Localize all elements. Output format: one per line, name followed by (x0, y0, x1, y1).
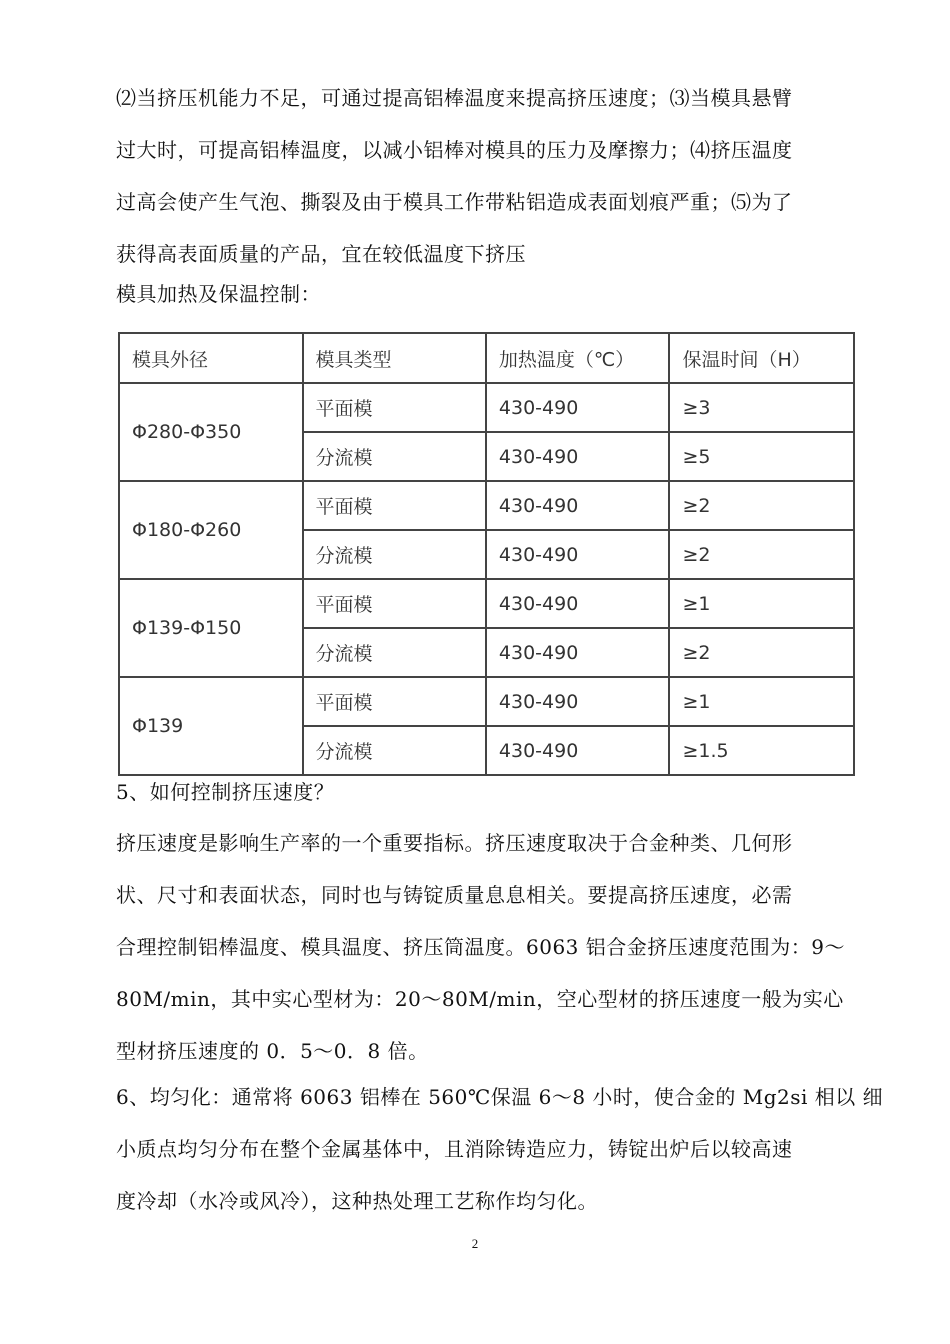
text-line: 合理控制铝棒温度、模具温度、挤压筒温度。6063 铝合金挤压速度范围为：9～ (116, 935, 845, 959)
heading-text: 5、如何控制挤压速度？ (116, 780, 335, 804)
paragraph-homogenization (116, 1071, 884, 1227)
page-number: 2 (471, 1236, 479, 1251)
header-heating-temp: 加热温度（℃） (486, 333, 670, 383)
time-cell: ≥2 (669, 628, 854, 677)
table-header-row (119, 333, 854, 383)
diameter-cell: Φ180-Φ260 (119, 481, 303, 579)
text-line: 度冷却（水冷或风冷），这种热处理工艺称作均匀化。 (116, 1189, 598, 1213)
mold-heating-heading (116, 268, 861, 320)
text-line: 6、均匀化：通常将 6063 铝棒在 560℃保温 6～8 小时，使合金的 Mg2si 相以 细 (116, 1085, 884, 1109)
temp-cell: 430-490 (486, 677, 670, 726)
temp-cell: 430-490 (486, 628, 670, 677)
type-cell: 分流模 (303, 628, 486, 677)
temp-cell: 430-490 (486, 726, 670, 775)
header-diameter: 模具外径 (119, 333, 303, 383)
temp-cell: 430-490 (486, 530, 670, 579)
table-row (119, 677, 854, 726)
table-row (119, 383, 854, 432)
type-cell: 分流模 (303, 530, 486, 579)
paragraph-extrusion-speed (116, 817, 861, 1077)
text-line: 过高会使产生气泡、撕裂及由于模具工作带粘铝造成表面划痕严重；⑸为了 (116, 190, 793, 214)
type-cell: 平面模 (303, 579, 486, 628)
table-row (119, 579, 854, 628)
type-cell: 分流模 (303, 432, 486, 481)
time-cell: ≥3 (669, 383, 854, 432)
table-row (119, 481, 854, 530)
time-cell: ≥1 (669, 579, 854, 628)
header-mold-type: 模具类型 (303, 333, 486, 383)
time-cell: ≥2 (669, 481, 854, 530)
text-line: 状、尺寸和表面状态，同时也与铸锭质量息息相关。要提高挤压速度，必需 (116, 883, 793, 907)
temp-cell: 430-490 (486, 481, 670, 530)
type-cell: 分流模 (303, 726, 486, 775)
time-cell: ≥1.5 (669, 726, 854, 775)
time-cell: ≥2 (669, 530, 854, 579)
text-line: 型材挤压速度的 0．5～0．8 倍。 (116, 1039, 429, 1063)
section5-heading (116, 766, 861, 818)
type-cell: 平面模 (303, 481, 486, 530)
temp-cell: 430-490 (486, 579, 670, 628)
temp-cell: 430-490 (486, 432, 670, 481)
time-cell: ≥1 (669, 677, 854, 726)
text-line: 挤压速度是影响生产率的一个重要指标。挤压速度取决于合金种类、几何形 (116, 831, 793, 855)
text-line: ⑵当挤压机能力不足，可通过提高铝棒温度来提高挤压速度；⑶当模具悬臂 (116, 86, 793, 110)
mold-heating-table (118, 332, 855, 776)
type-cell: 平面模 (303, 383, 486, 432)
header-holding-time: 保温时间（H） (669, 333, 854, 383)
text-line: 获得高表面质量的产品，宜在较低温度下挤压 (116, 242, 526, 266)
paragraph-extrusion-temperature (116, 72, 861, 280)
time-cell: ≥5 (669, 432, 854, 481)
text-line: 80M/min，其中实心型材为：20～80M/min，空心型材的挤压速度一般为实心 (116, 987, 844, 1011)
temp-cell: 430-490 (486, 383, 670, 432)
heading-text: 模具加热及保温控制： (116, 282, 321, 306)
diameter-cell: Φ280-Φ350 (119, 383, 303, 481)
type-cell: 平面模 (303, 677, 486, 726)
diameter-cell: Φ139 (119, 677, 303, 775)
text-line: 过大时，可提高铝棒温度，以减小铝棒对模具的压力及摩擦力；⑷挤压温度 (116, 138, 793, 162)
diameter-cell: Φ139-Φ150 (119, 579, 303, 677)
text-line: 小质点均匀分布在整个金属基体中，且消除铸造应力，铸锭出炉后以较高速 (116, 1137, 793, 1161)
